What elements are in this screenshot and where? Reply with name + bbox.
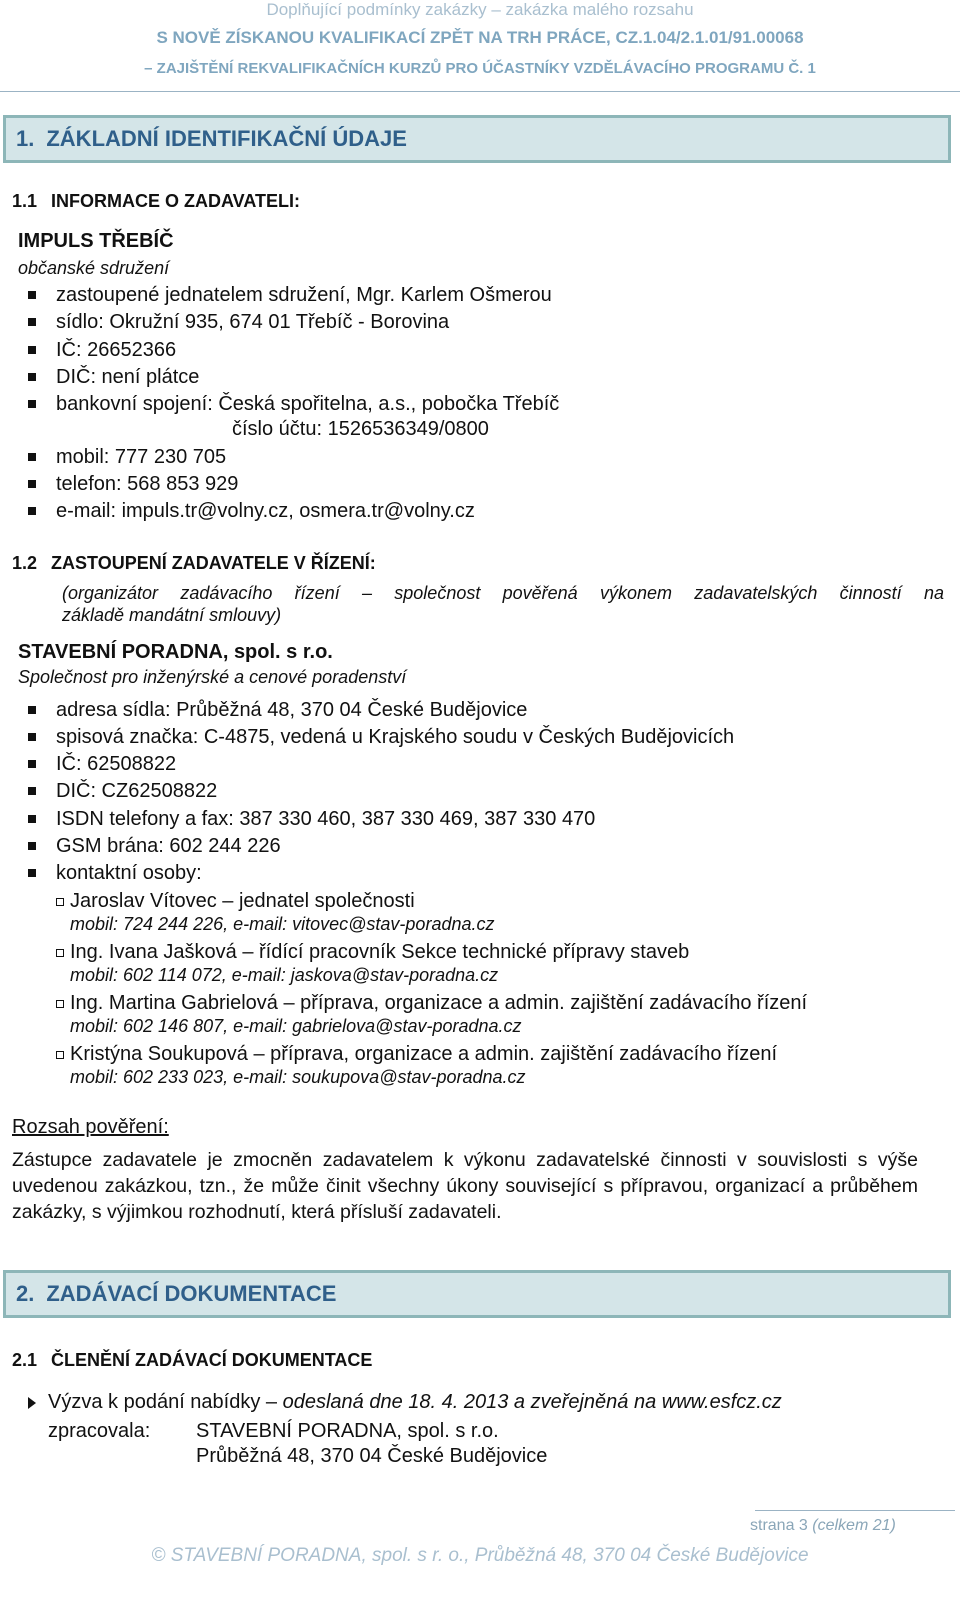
square-bullet-icon <box>28 507 36 515</box>
square-bullet-icon <box>28 706 36 714</box>
contracting-org-type: občanské sdružení <box>18 258 170 278</box>
square-bullet-icon <box>28 346 36 354</box>
document-item: Výzva k podání nabídky – odeslaná dne 18. 4. 2013 a zveřejněná na www.esfcz.cz <box>48 1391 782 1413</box>
square-bullet-icon <box>28 733 36 741</box>
representation-note-line2: základě mandátní smlouvy) <box>62 605 282 625</box>
square-bullet-icon <box>28 760 36 768</box>
header-divider <box>0 91 960 92</box>
subsection-1-1-number: 1.1 <box>12 191 38 211</box>
footer-divider <box>755 1510 955 1511</box>
hollow-square-bullet-icon <box>56 1000 64 1008</box>
scope-paragraph: Zástupce zadavatele je zmocněn zadavatelem k výkonu zadavatelské činnosti v souvislosti s výše uvedenou zakázkou, tzn., že může činit všechny úkony související s přípravou, organizací a průběhem zakázky, s výjimkou rozhodnutí, která přísluší zadavateli. <box>12 1149 918 1223</box>
header-subproject: – ZAJIŠTĚNÍ REKVALIFIKAČNÍCH KURZŮ PRO ÚČASTNÍKY VZDĚLÁVACÍHO PROGRAMU Č. 1 <box>144 60 816 77</box>
header-title: Doplňující podmínky zakázky – zakázka malého rozsahu <box>266 0 694 19</box>
subsection-2-1-heading <box>12 1350 372 1371</box>
section-2-number: 2. <box>16 1281 35 1306</box>
representation-note-line1: (organizátor zadávacího řízení – společnost pověřená výkonem zadavatelských činností na <box>62 583 944 603</box>
subsection-1-2-title: ZASTOUPENÍ ZADAVATELE V ŘÍZENÍ: <box>51 553 376 573</box>
subsection-1-1-title: INFORMACE O ZADAVATELI: <box>51 191 301 211</box>
prepared-by-name: STAVEBNÍ PORADNA, spol. s r.o. <box>196 1420 499 1442</box>
agent-org-type: Společnost pro inženýrské a cenové poradenství <box>18 667 407 687</box>
page-number: strana 3 (celkem 21) <box>750 1517 896 1534</box>
hollow-square-bullet-icon <box>56 949 64 957</box>
subsection-1-1-heading <box>12 191 300 212</box>
document-page: Doplňující podmínky zakázky – zakázka malého rozsahu S NOVĚ ZÍSKANOU KVALIFIKACÍ ZPĚT NA TRH PRÁCE, CZ.1.04/2.1.01/91.00068 – ZAJIŠTĚNÍ REKVALIFIKAČNÍCH KURZŮ PRO ÚČASTNÍKY VZDĚLÁVACÍHO PROGRAMU Č. 1 1. ZÁKLADNÍ IDENTIFIKAČNÍ ÚDAJE 1.1 INFORMACE O ZADAVATELI: IMPULS TŘEBÍČ občanské sdružení zastoupené jednatelem sdružení, Mgr. Karlem Ošmerou sídlo: Okružní 935, 674 01 Třebíč - Borovina IČ: 26652366 DIČ: není plátce bankovní spojení: Česká spořitelna, a.s., pobočka Třebíč číslo účtu: 1526536349/0800 mobil: 777 230 705 telefon: 568 853 929 e-mail: impuls.tr@volny.cz, osmera.tr@volny.cz 1.2 ZASTOUPENÍ ZADAVATELE V ŘÍZENÍ: (organizátor zadávacího řízení – společnost pověřená výkonem zadavatelských činností na základě mandátní smlouvy) STAVEBNÍ PORADNA, spol. s r.o. Společnost pro inženýrské a cenové poradenství adresa sídla: Průběžná 48, 370 04 České Budějovice spisová značka: C-4875, vedená u Krajského soudu v Českých Budějovicích IČ: 62508822 DIČ: CZ62508822 ISDN telefony a fax: 387 330 460, 387 330 469, 387 330 470 GSM brána: 602 244 226 kontaktní osoby: Jaroslav Vítovec – jednatel společnosti mobil: 724 244 226, e-mail: vitovec@stav-poradna.cz Ing. Ivana Jašková – řídící pracovník Sekce technické přípravy staveb mobil: 602 114 072, e-mail: jaskova@stav-poradna.cz Ing. Martina Gabrielová – příprava, organizace a admin. zajištění zadávacího řízení mobil: 602 146 807, e-mail: gabrielova@stav-poradna.cz Kristýna Soukupová – příprava, organizace a admin. zajištění zadávacího řízení mobil: 602 233 023, e-mail: soukupova@stav-poradna.cz Rozsah pověření: Zástupce zadavatele je zmocněn zadavatelem k výkonu zadavatelské činnosti v souvislosti s výše uvedenou zakázkou, tzn., že může činit všechny úkony související s přípravou, organizací a průběhem zakázky, s výjimkou rozhodnutí, která přísluší zadavateli. 2. ZADÁVACÍ DOKUMENTACE 2.1 ČLENĚNÍ ZADÁVACÍ DOKUMENTACE Výzva k podání nabídky – odeslaná dne 18. 4. 2013 a zveřejněná na www.esfcz.cz zpracovala: STAVEBNÍ PORADNA, spol. s r.o. Průběžná 48, 370 04 České Budějovice strana 3 (celkem 21) © STAVEBNÍ PORADNA, spol. s r. o., Průběžná 48, 370 04 České Budějovice <box>0 0 960 1608</box>
subsection-2-1-number: 2.1 <box>12 1350 38 1370</box>
square-bullet-icon <box>28 480 36 488</box>
section-2-heading <box>3 1270 951 1318</box>
hollow-square-bullet-icon <box>56 898 64 906</box>
section-2-title: ZADÁVACÍ DOKUMENTACE <box>46 1281 337 1306</box>
subsection-1-2-heading <box>12 553 376 574</box>
triangle-bullet-icon <box>28 1397 36 1409</box>
square-bullet-icon <box>28 373 36 381</box>
contact-detail: mobil: 602 114 072, e-mail: jaskova@stav-poradna.cz <box>70 965 499 985</box>
square-bullet-icon <box>28 291 36 299</box>
square-bullet-icon <box>28 869 36 877</box>
header-project: S NOVĚ ZÍSKANOU KVALIFIKACÍ ZPĚT NA TRH PRÁCE, CZ.1.04/2.1.01/91.00068 <box>156 28 804 47</box>
prepared-by-address: Průběžná 48, 370 04 České Budějovice <box>196 1445 548 1467</box>
hollow-square-bullet-icon <box>56 1051 64 1059</box>
square-bullet-icon <box>28 842 36 850</box>
square-bullet-icon <box>28 453 36 461</box>
section-1-title: ZÁKLADNÍ IDENTIFIKAČNÍ ÚDAJE <box>46 126 407 151</box>
prepared-by-label: zpracovala: <box>48 1420 151 1442</box>
contact-detail: mobil: 602 233 023, e-mail: soukupova@stav-poradna.cz <box>70 1067 526 1087</box>
subsection-1-2-number: 1.2 <box>12 553 38 573</box>
contact-detail: mobil: 602 146 807, e-mail: gabrielova@stav-poradna.cz <box>70 1016 522 1036</box>
scope-heading: Rozsah pověření: <box>12 1116 169 1138</box>
footer-copyright: © STAVEBNÍ PORADNA, spol. s r. o., Průběžná 48, 370 04 České Budějovice <box>151 1545 809 1566</box>
square-bullet-icon <box>28 318 36 326</box>
square-bullet-icon <box>28 815 36 823</box>
section-1-heading <box>3 115 951 163</box>
agent-org-name: STAVEBNÍ PORADNA, spol. s r.o. <box>18 641 333 663</box>
square-bullet-icon <box>28 787 36 795</box>
square-bullet-icon <box>28 400 36 408</box>
bank-account-number: číslo účtu: 1526536349/0800 <box>232 418 489 440</box>
contracting-org-name: IMPULS TŘEBÍČ <box>18 230 174 252</box>
section-1-number: 1. <box>16 126 35 151</box>
subsection-2-1-title: ČLENĚNÍ ZADÁVACÍ DOKUMENTACE <box>51 1350 373 1370</box>
contact-detail: mobil: 724 244 226, e-mail: vitovec@stav-poradna.cz <box>70 914 495 934</box>
